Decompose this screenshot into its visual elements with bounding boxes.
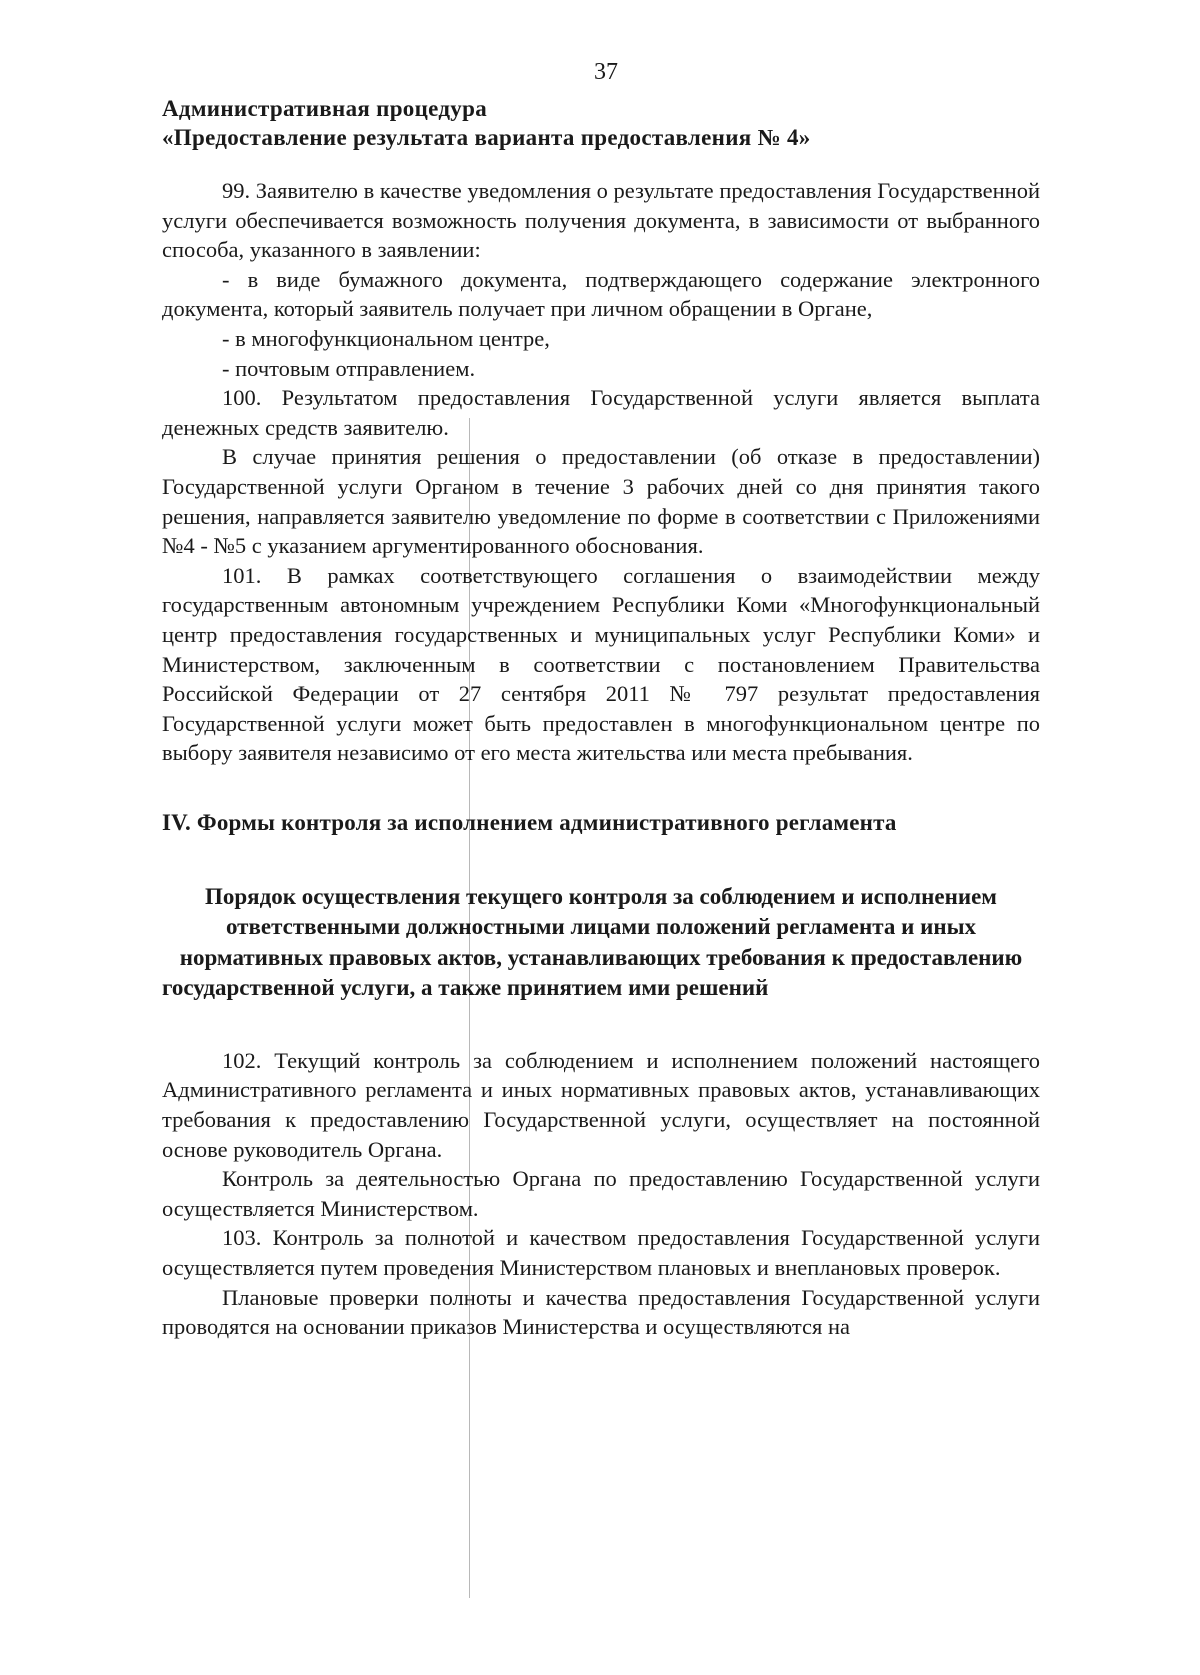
paragraph-101: 101. В рамках соответствующего соглашения о взаимодействии между государственным автономным учреждением Республики Коми «Многофункциональный центр предоставления государственных и муниципальных услуг Республики Коми» и Министерством, заключенным в соответствии с постановлением Правительства Российской Федерации от 27 сентября 2011 № 797 результат предоставления Государственной услуги может быть предоставлен в многофункциональном центре по выбору заявителя независимо от его места жительства или места пребывания. bbox=[162, 562, 1040, 766]
document-page bbox=[162, 58, 1040, 1342]
paragraph-planned-checks: Плановые проверки полноты и качества предоставления Государственной услуги проводятся на основании приказов Министерства и осуществляются на bbox=[162, 1284, 1040, 1340]
list-item-postal: - почтовым отправлением. bbox=[222, 355, 476, 381]
paragraph-103: 103. Контроль за полнотой и качеством предоставления Государственной услуги осуществляется путем проведения Министерством плановых и внеплановых проверок. bbox=[162, 1225, 1040, 1281]
paragraph-100: 100. Результатом предоставления Государственной услуги является выплата денежных средств заявителю. bbox=[162, 385, 1040, 440]
paragraph-99: 99. Заявителю в качестве уведомления о результате предоставления Государственной услуги обеспечивается возможность получения документа, в зависимости от выбранного способа, указанного в заявлении: bbox=[162, 178, 1040, 263]
paragraph-control-ministry: Контроль за деятельностью Органа по предоставлению Государственной услуги осуществляется Министерством. bbox=[162, 1166, 1040, 1221]
page-number: 37 bbox=[594, 59, 618, 85]
paragraph-decision-notice: В случае принятия решения о предоставлении (об отказе в предоставлении) Государственной услуги Органом в течение 3 рабочих дней со дня принятия такого решения, направляется заявителю уведомление по форме в соответствии с Приложениями №4 - №5 с указанием аргументированного обоснования. bbox=[162, 444, 1040, 559]
procedure-title-line-1: Административная процедура bbox=[162, 96, 487, 121]
paragraph-102: 102. Текущий контроль за соблюдением и исполнением положений настоящего Административного регламента и иных нормативных правовых актов, устанавливающих требования к предоставлению Государственной услуги, осуществляет на постоянной основе руководитель Органа. bbox=[162, 1047, 1040, 1162]
subsection-heading: Порядок осуществления текущего контроля за соблюдением и исполнением ответственными должностными лицами положений регламента и иных нормативных правовых актов, устанавливающих требования к предоставлению государственной услуги, а также принятием ими решений bbox=[162, 883, 1023, 1001]
list-item-paper-document: - в виде бумажного документа, подтверждающего содержание электронного документа, который заявитель получает при личном обращении в Органе, bbox=[162, 266, 1040, 322]
list-item-mfc: - в многофункциональном центре, bbox=[222, 325, 550, 351]
procedure-title-line-2: «Предоставление результата варианта предоставления № 4» bbox=[162, 125, 811, 150]
section-heading: IV. Формы контроля за исполнением административного регламента bbox=[162, 809, 897, 835]
procedure-title bbox=[162, 94, 1040, 152]
